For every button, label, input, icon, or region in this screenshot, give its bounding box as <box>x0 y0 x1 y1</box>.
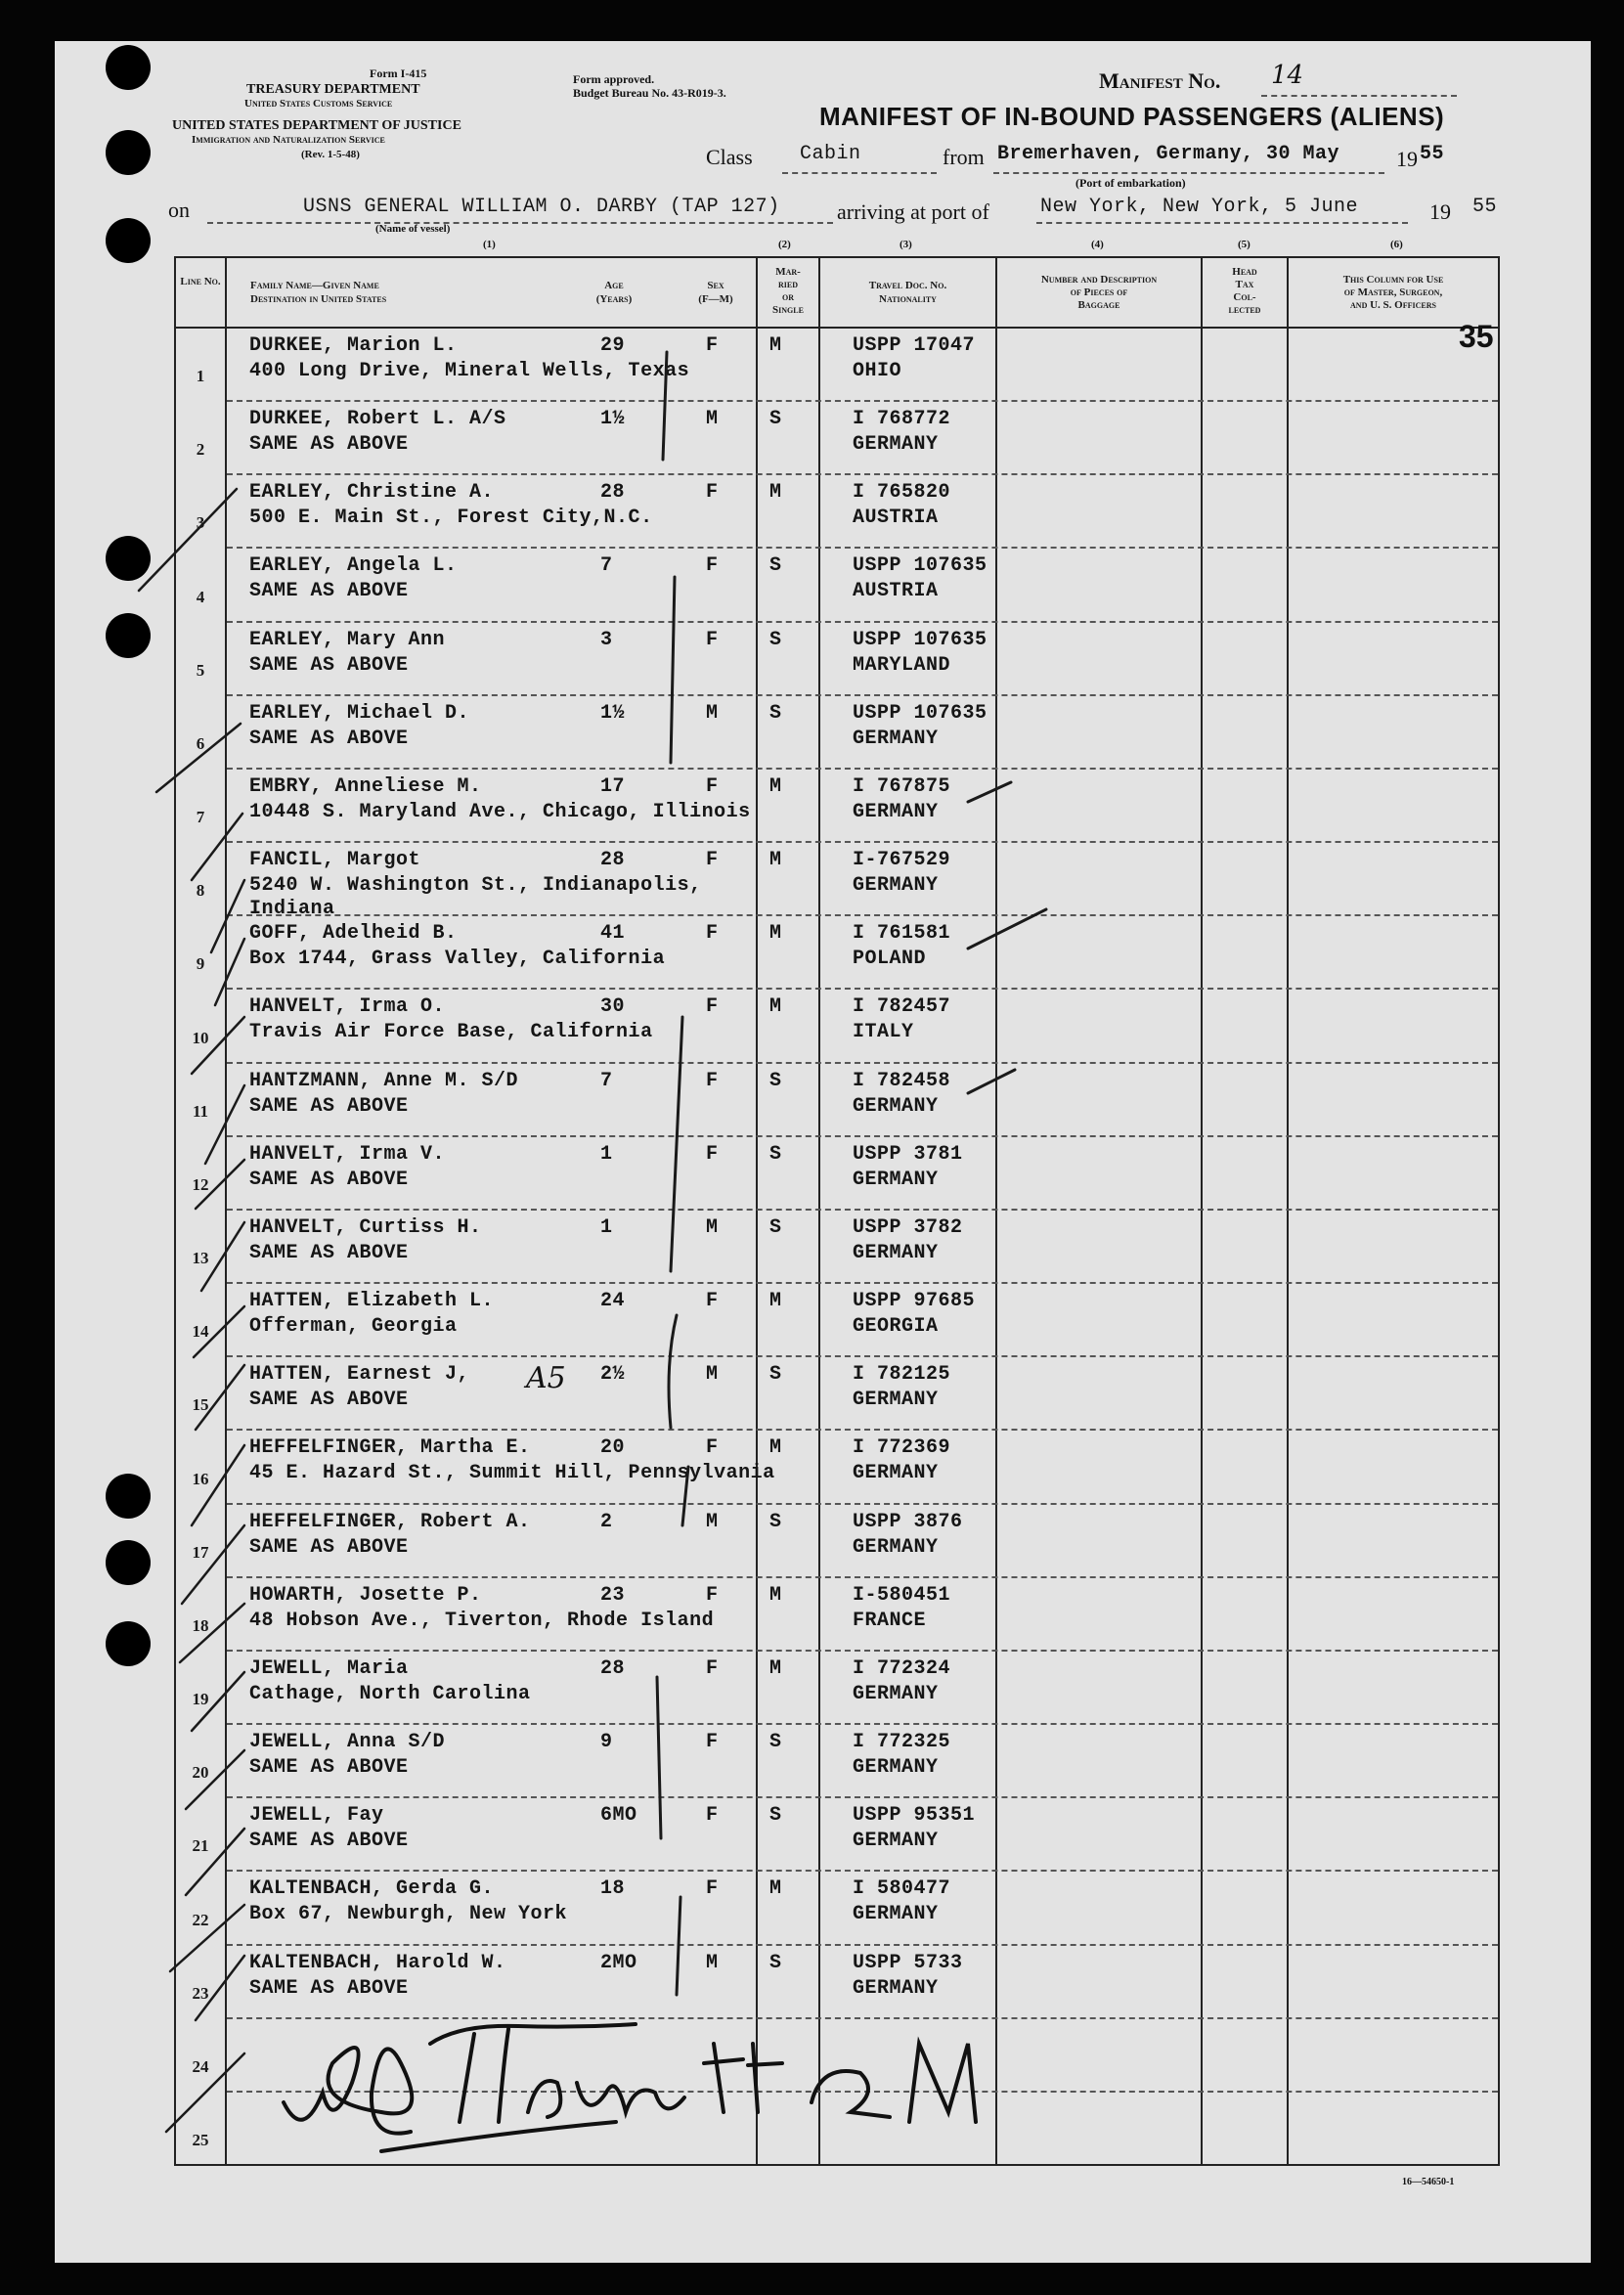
passenger-name: KALTENBACH, Gerda G. <box>249 1877 495 1900</box>
line-number: 23 <box>192 1984 209 2003</box>
passenger-name: HATTEN, Earnest J, <box>249 1363 470 1386</box>
nationality: GEORGIA <box>853 1315 939 1338</box>
travel-document-number: I 580477 <box>853 1877 951 1900</box>
nationality: GERMANY <box>853 1536 939 1559</box>
line-number: 17 <box>192 1543 209 1562</box>
marital-status: M <box>769 1290 782 1312</box>
marital-status: M <box>769 1877 782 1900</box>
nationality: GERMANY <box>853 1389 939 1411</box>
travel-document-number: USPP 107635 <box>853 554 988 577</box>
col-header-age-unit: (Years) <box>595 293 633 305</box>
passenger-sex: F <box>706 334 719 357</box>
check-mark-stroke <box>968 909 1046 949</box>
col-num-2: (2) <box>778 239 791 250</box>
budget-no: Budget Bureau No. 43-R019-3. <box>573 86 726 100</box>
binder-hole <box>106 130 151 175</box>
passenger-age: 18 <box>600 1877 626 1900</box>
check-mark-stroke <box>968 1070 1015 1093</box>
line-number: 8 <box>196 881 205 900</box>
passenger-age: 41 <box>600 922 626 945</box>
line-number: 5 <box>196 661 205 680</box>
binder-hole <box>106 218 151 263</box>
col-num-5: (5) <box>1238 239 1251 250</box>
col-header-head-tax: Head Tax Col- lected <box>1228 266 1261 316</box>
row-tick-marks <box>139 489 244 2132</box>
nationality: GERMANY <box>853 874 939 897</box>
passenger-destination: SAME AS ABOVE <box>249 433 409 456</box>
line-number: 18 <box>192 1616 209 1635</box>
line-number: 9 <box>196 954 205 973</box>
passenger-sex: M <box>706 1216 719 1239</box>
marital-status: S <box>769 554 782 577</box>
passenger-name: DURKEE, Marion L. <box>249 334 458 357</box>
passenger-sex: F <box>706 1290 719 1312</box>
ditto-bracket-stroke <box>677 1897 680 1995</box>
line-number: 10 <box>192 1029 209 1047</box>
year-prefix-1: 19 <box>1396 147 1418 171</box>
col-header-nationality: Nationality <box>879 293 937 305</box>
col-header-sex-unit: (F—M) <box>698 293 733 305</box>
passenger-destination: Cathage, North Carolina <box>249 1683 531 1705</box>
nationality: FRANCE <box>853 1610 927 1632</box>
passenger-destination: 48 Hobson Ave., Tiverton, Rhode Island <box>249 1610 715 1632</box>
nationality: AUSTRIA <box>853 580 939 602</box>
marital-status: M <box>769 481 782 504</box>
from-label: from <box>943 145 985 169</box>
binder-hole <box>106 1474 151 1519</box>
line-number: 13 <box>192 1249 209 1267</box>
marital-status: S <box>769 702 782 725</box>
passenger-destination: 500 E. Main St., Forest City,N.C. <box>249 507 653 529</box>
nationality: GERMANY <box>853 1977 939 2000</box>
line-number: 2 <box>196 440 205 459</box>
travel-document-number: I-580451 <box>853 1584 951 1607</box>
ditto-bracket-stroke <box>671 577 675 763</box>
marital-status: S <box>769 1363 782 1386</box>
passenger-destination: SAME AS ABOVE <box>249 580 409 602</box>
line-number: 6 <box>196 734 205 753</box>
passenger-name: HANVELT, Irma O. <box>249 995 446 1018</box>
passenger-name: HOWARTH, Josette P. <box>249 1584 482 1607</box>
ditto-bracket-stroke <box>657 1677 661 1838</box>
travel-document-number: I 782125 <box>853 1363 951 1386</box>
marital-status: S <box>769 629 782 651</box>
marital-status: S <box>769 1804 782 1827</box>
travel-document-number: I 772325 <box>853 1731 951 1753</box>
passenger-name: GOFF, Adelheid B. <box>249 922 458 945</box>
passenger-destination: 45 E. Hazard St., Summit Hill, Pennsylvania <box>249 1462 775 1484</box>
passenger-name: EMBRY, Anneliese M. <box>249 775 482 798</box>
marital-status: S <box>769 1070 782 1092</box>
passenger-age: 30 <box>600 995 626 1018</box>
line-number: 20 <box>192 1763 209 1782</box>
col-header-name: Family Name—Given Name <box>250 280 379 291</box>
line-number: 7 <box>196 808 205 826</box>
year-prefix-2: 19 <box>1429 199 1451 224</box>
passenger-destination: SAME AS ABOVE <box>249 1169 409 1191</box>
passenger-name: JEWELL, Anna S/D <box>249 1731 446 1753</box>
line-number: 3 <box>196 513 205 532</box>
marital-status: M <box>769 334 782 357</box>
marital-status: S <box>769 1731 782 1753</box>
passenger-sex: F <box>706 1070 719 1092</box>
binder-hole <box>106 613 151 658</box>
arriving-label: arriving at port of <box>837 199 989 224</box>
passenger-destination: Offerman, Georgia <box>249 1315 458 1338</box>
passenger-destination: Travis Air Force Base, California <box>249 1021 653 1043</box>
travel-document-number: USPP 95351 <box>853 1804 976 1827</box>
col-header-officers: This Column for Use of Master, Surgeon, and U. S. Officers <box>1342 274 1444 311</box>
passenger-sex: F <box>706 1731 719 1753</box>
passenger-name: EARLEY, Mary Ann <box>249 629 446 651</box>
passenger-sex: F <box>706 995 719 1018</box>
travel-document-number: USPP 17047 <box>853 334 976 357</box>
line-number: 22 <box>192 1911 209 1929</box>
passenger-sex: F <box>706 1143 719 1166</box>
passenger-age: 7 <box>600 554 613 577</box>
page-number-handwritten: 35 <box>1459 319 1494 354</box>
passenger-name: KALTENBACH, Harold W. <box>249 1952 506 1974</box>
passenger-sex: M <box>706 702 719 725</box>
nationality: GERMANY <box>853 1169 939 1191</box>
binder-hole <box>106 45 151 90</box>
passenger-name: JEWELL, Maria <box>249 1657 409 1680</box>
passenger-name: DURKEE, Robert L. A/S <box>249 408 506 430</box>
passenger-destination-continued: Indiana <box>249 898 335 920</box>
passenger-name: HEFFELFINGER, Martha E. <box>249 1436 531 1459</box>
class-value: Cabin <box>800 143 861 165</box>
passenger-sex: F <box>706 554 719 577</box>
passenger-age: 1 <box>600 1143 613 1166</box>
signature <box>264 2005 1124 2161</box>
passenger-age: 6MO <box>600 1804 637 1827</box>
col-header-dest: Destination in United States <box>250 293 387 305</box>
passenger-sex: M <box>706 1952 719 1974</box>
nationality: ITALY <box>853 1021 914 1043</box>
passenger-sex: F <box>706 849 719 871</box>
travel-document-number: I 772324 <box>853 1657 951 1680</box>
passenger-age: 7 <box>600 1070 613 1092</box>
passenger-sex: F <box>706 1877 719 1900</box>
passenger-sex: F <box>706 629 719 651</box>
binder-hole <box>106 1621 151 1666</box>
line-number: 21 <box>192 1836 209 1855</box>
manifest-no-label: Manifest No. <box>1099 68 1221 93</box>
nationality: OHIO <box>853 360 902 382</box>
year-suffix-1: 55 <box>1420 143 1445 165</box>
check-mark-stroke <box>968 782 1011 802</box>
line-number: 14 <box>192 1322 209 1341</box>
travel-document-number: I 767875 <box>853 775 951 798</box>
passenger-name: HATTEN, Elizabeth L. <box>249 1290 495 1312</box>
passenger-destination: Box 1744, Grass Valley, California <box>249 948 666 970</box>
col-header-age: Age <box>604 280 624 291</box>
vessel-note: (Name of vessel) <box>375 223 451 235</box>
binder-hole <box>106 536 151 581</box>
col-num-4: (4) <box>1091 239 1104 250</box>
travel-document-number: I 782458 <box>853 1070 951 1092</box>
passenger-age: 9 <box>600 1731 613 1753</box>
passenger-age: 3 <box>600 629 613 651</box>
col-header-travel: Travel Doc. No. <box>868 280 947 291</box>
line-number: 16 <box>192 1470 209 1488</box>
binder-hole <box>106 1540 151 1585</box>
class-label: Class <box>706 145 753 169</box>
ditto-bracket-stroke <box>669 1315 677 1428</box>
passenger-destination: SAME AS ABOVE <box>249 1095 409 1118</box>
arriving-value: New York, New York, 5 June <box>1040 196 1359 218</box>
travel-document-number: I 782457 <box>853 995 951 1018</box>
passenger-sex: F <box>706 1584 719 1607</box>
ditto-bracket-stroke <box>663 352 667 460</box>
justice-label: UNITED STATES DEPARTMENT OF JUSTICE <box>172 118 461 133</box>
passenger-name: HANVELT, Curtiss H. <box>249 1216 482 1239</box>
passenger-name: HEFFELFINGER, Robert A. <box>249 1511 531 1533</box>
passenger-sex: M <box>706 1363 719 1386</box>
nationality: AUSTRIA <box>853 507 939 529</box>
marital-status: M <box>769 775 782 798</box>
ditto-bracket-stroke <box>671 1017 682 1271</box>
passenger-age: 24 <box>600 1290 626 1312</box>
passenger-name: HANTZMANN, Anne M. S/D <box>249 1070 519 1092</box>
passenger-age: 29 <box>600 334 626 357</box>
line-number: 25 <box>192 2131 209 2149</box>
manifest-no-value: 14 <box>1271 61 1304 90</box>
rev-label: (Rev. 1-5-48) <box>301 149 360 160</box>
passenger-name: JEWELL, Fay <box>249 1804 384 1827</box>
passenger-destination: SAME AS ABOVE <box>249 1830 409 1852</box>
nationality: GERMANY <box>853 1830 939 1852</box>
passenger-destination: SAME AS ABOVE <box>249 1977 409 2000</box>
passenger-age: 28 <box>600 849 626 871</box>
form-approved: Form approved. <box>573 72 655 86</box>
line-number: 15 <box>192 1395 209 1414</box>
col-header-line-no: Line No. <box>180 276 221 287</box>
travel-document-number: I 761581 <box>853 922 951 945</box>
marital-status: M <box>769 922 782 945</box>
customs-label: United States Customs Service <box>244 98 393 110</box>
passenger-age: 28 <box>600 1657 626 1680</box>
travel-document-number: USPP 3781 <box>853 1143 963 1166</box>
passenger-name: FANCIL, Margot <box>249 849 421 871</box>
ditto-bracket-stroke <box>682 1467 688 1525</box>
passenger-destination: SAME AS ABOVE <box>249 1756 409 1779</box>
passenger-sex: F <box>706 1436 719 1459</box>
nationality: GERMANY <box>853 1903 939 1925</box>
on-label: on <box>168 198 190 222</box>
line-number: 19 <box>192 1690 209 1708</box>
nationality: GERMANY <box>853 1462 939 1484</box>
passenger-name: EARLEY, Angela L. <box>249 554 458 577</box>
port-embark-note: (Port of embarkation) <box>1075 176 1186 190</box>
nationality: MARYLAND <box>853 654 951 677</box>
year-suffix-2: 55 <box>1472 196 1498 218</box>
travel-document-number: USPP 107635 <box>853 702 988 725</box>
ins-label: Immigration and Naturalization Service <box>192 134 385 146</box>
col-num-3: (3) <box>900 239 912 250</box>
marital-status: S <box>769 1952 782 1974</box>
line-number: 4 <box>196 588 205 606</box>
passenger-sex: F <box>706 481 719 504</box>
passenger-destination: 10448 S. Maryland Ave., Chicago, Illinois <box>249 801 751 823</box>
passenger-destination: 400 Long Drive, Mineral Wells, Texas <box>249 360 690 382</box>
marital-status: M <box>769 1436 782 1459</box>
marital-status: M <box>769 1584 782 1607</box>
form-number: Form I-415 <box>370 66 427 80</box>
passenger-sex: M <box>706 1511 719 1533</box>
nationality: GERMANY <box>853 1756 939 1779</box>
passenger-destination: SAME AS ABOVE <box>249 1389 409 1411</box>
nationality: GERMANY <box>853 1242 939 1264</box>
travel-document-number: USPP 3782 <box>853 1216 963 1239</box>
nationality: GERMANY <box>853 728 939 750</box>
passenger-destination: SAME AS ABOVE <box>249 654 409 677</box>
marital-status: M <box>769 995 782 1018</box>
passenger-name: HANVELT, Irma V. <box>249 1143 446 1166</box>
passenger-name: EARLEY, Michael D. <box>249 702 470 725</box>
marital-status: S <box>769 1216 782 1239</box>
passenger-sex: F <box>706 1804 719 1827</box>
nationality: POLAND <box>853 948 927 970</box>
passenger-age: 2 <box>600 1511 613 1533</box>
passenger-sex: M <box>706 408 719 430</box>
vessel-name: USNS GENERAL WILLIAM O. DARBY (TAP 127) <box>303 196 780 218</box>
travel-document-number: USPP 5733 <box>853 1952 963 1974</box>
nationality: GERMANY <box>853 433 939 456</box>
travel-document-number: USPP 3876 <box>853 1511 963 1533</box>
passenger-age: 17 <box>600 775 626 798</box>
passenger-destination: SAME AS ABOVE <box>249 1242 409 1264</box>
passenger-sex: F <box>706 1657 719 1680</box>
travel-document-number: I-767529 <box>853 849 951 871</box>
nationality: GERMANY <box>853 801 939 823</box>
passenger-name: EARLEY, Christine A. <box>249 481 495 504</box>
col-header-baggage: Number and Description of Pieces of Baggage <box>1040 274 1158 311</box>
marital-status: M <box>769 1657 782 1680</box>
passenger-destination: Box 67, Newburgh, New York <box>249 1903 568 1925</box>
marital-status: M <box>769 849 782 871</box>
nationality: GERMANY <box>853 1683 939 1705</box>
treasury-label: TREASURY DEPARTMENT <box>246 82 420 97</box>
passenger-destination: 5240 W. Washington St., Indianapolis, <box>249 874 702 897</box>
line-number: 24 <box>192 2057 209 2076</box>
passenger-sex: F <box>706 922 719 945</box>
travel-document-number: USPP 107635 <box>853 629 988 651</box>
passenger-age: 1½ <box>600 702 626 725</box>
passenger-age: 1½ <box>600 408 626 430</box>
passenger-age: 20 <box>600 1436 626 1459</box>
passenger-destination: SAME AS ABOVE <box>249 1536 409 1559</box>
col-num-6: (6) <box>1390 239 1403 250</box>
passenger-age: 28 <box>600 481 626 504</box>
col-header-married: Mar- ried or Single <box>772 266 804 316</box>
marital-status: S <box>769 1511 782 1533</box>
col-num-1: (1) <box>483 239 496 250</box>
marital-status: S <box>769 408 782 430</box>
passenger-destination: SAME AS ABOVE <box>249 728 409 750</box>
footer-code: 16—54650-1 <box>1402 2177 1455 2187</box>
marital-status: S <box>769 1143 782 1166</box>
hand-note-a5: A5 <box>526 1361 566 1395</box>
passenger-age: 23 <box>600 1584 626 1607</box>
line-number: 11 <box>192 1102 209 1121</box>
nationality: GERMANY <box>853 1095 939 1118</box>
line-number: 1 <box>196 367 205 385</box>
travel-document-number: USPP 97685 <box>853 1290 976 1312</box>
passenger-sex: F <box>706 775 719 798</box>
passenger-age: 2MO <box>600 1952 637 1974</box>
passenger-age: 2½ <box>600 1363 626 1386</box>
manifest-title: MANIFEST OF IN-BOUND PASSENGERS (ALIENS) <box>819 102 1445 131</box>
travel-document-number: I 768772 <box>853 408 951 430</box>
line-number: 12 <box>192 1175 209 1194</box>
travel-document-number: I 765820 <box>853 481 951 504</box>
passenger-age: 1 <box>600 1216 613 1239</box>
travel-document-number: I 772369 <box>853 1436 951 1459</box>
col-header-sex: Sex <box>707 280 724 291</box>
from-value: Bremerhaven, Germany, 30 May <box>997 143 1340 165</box>
